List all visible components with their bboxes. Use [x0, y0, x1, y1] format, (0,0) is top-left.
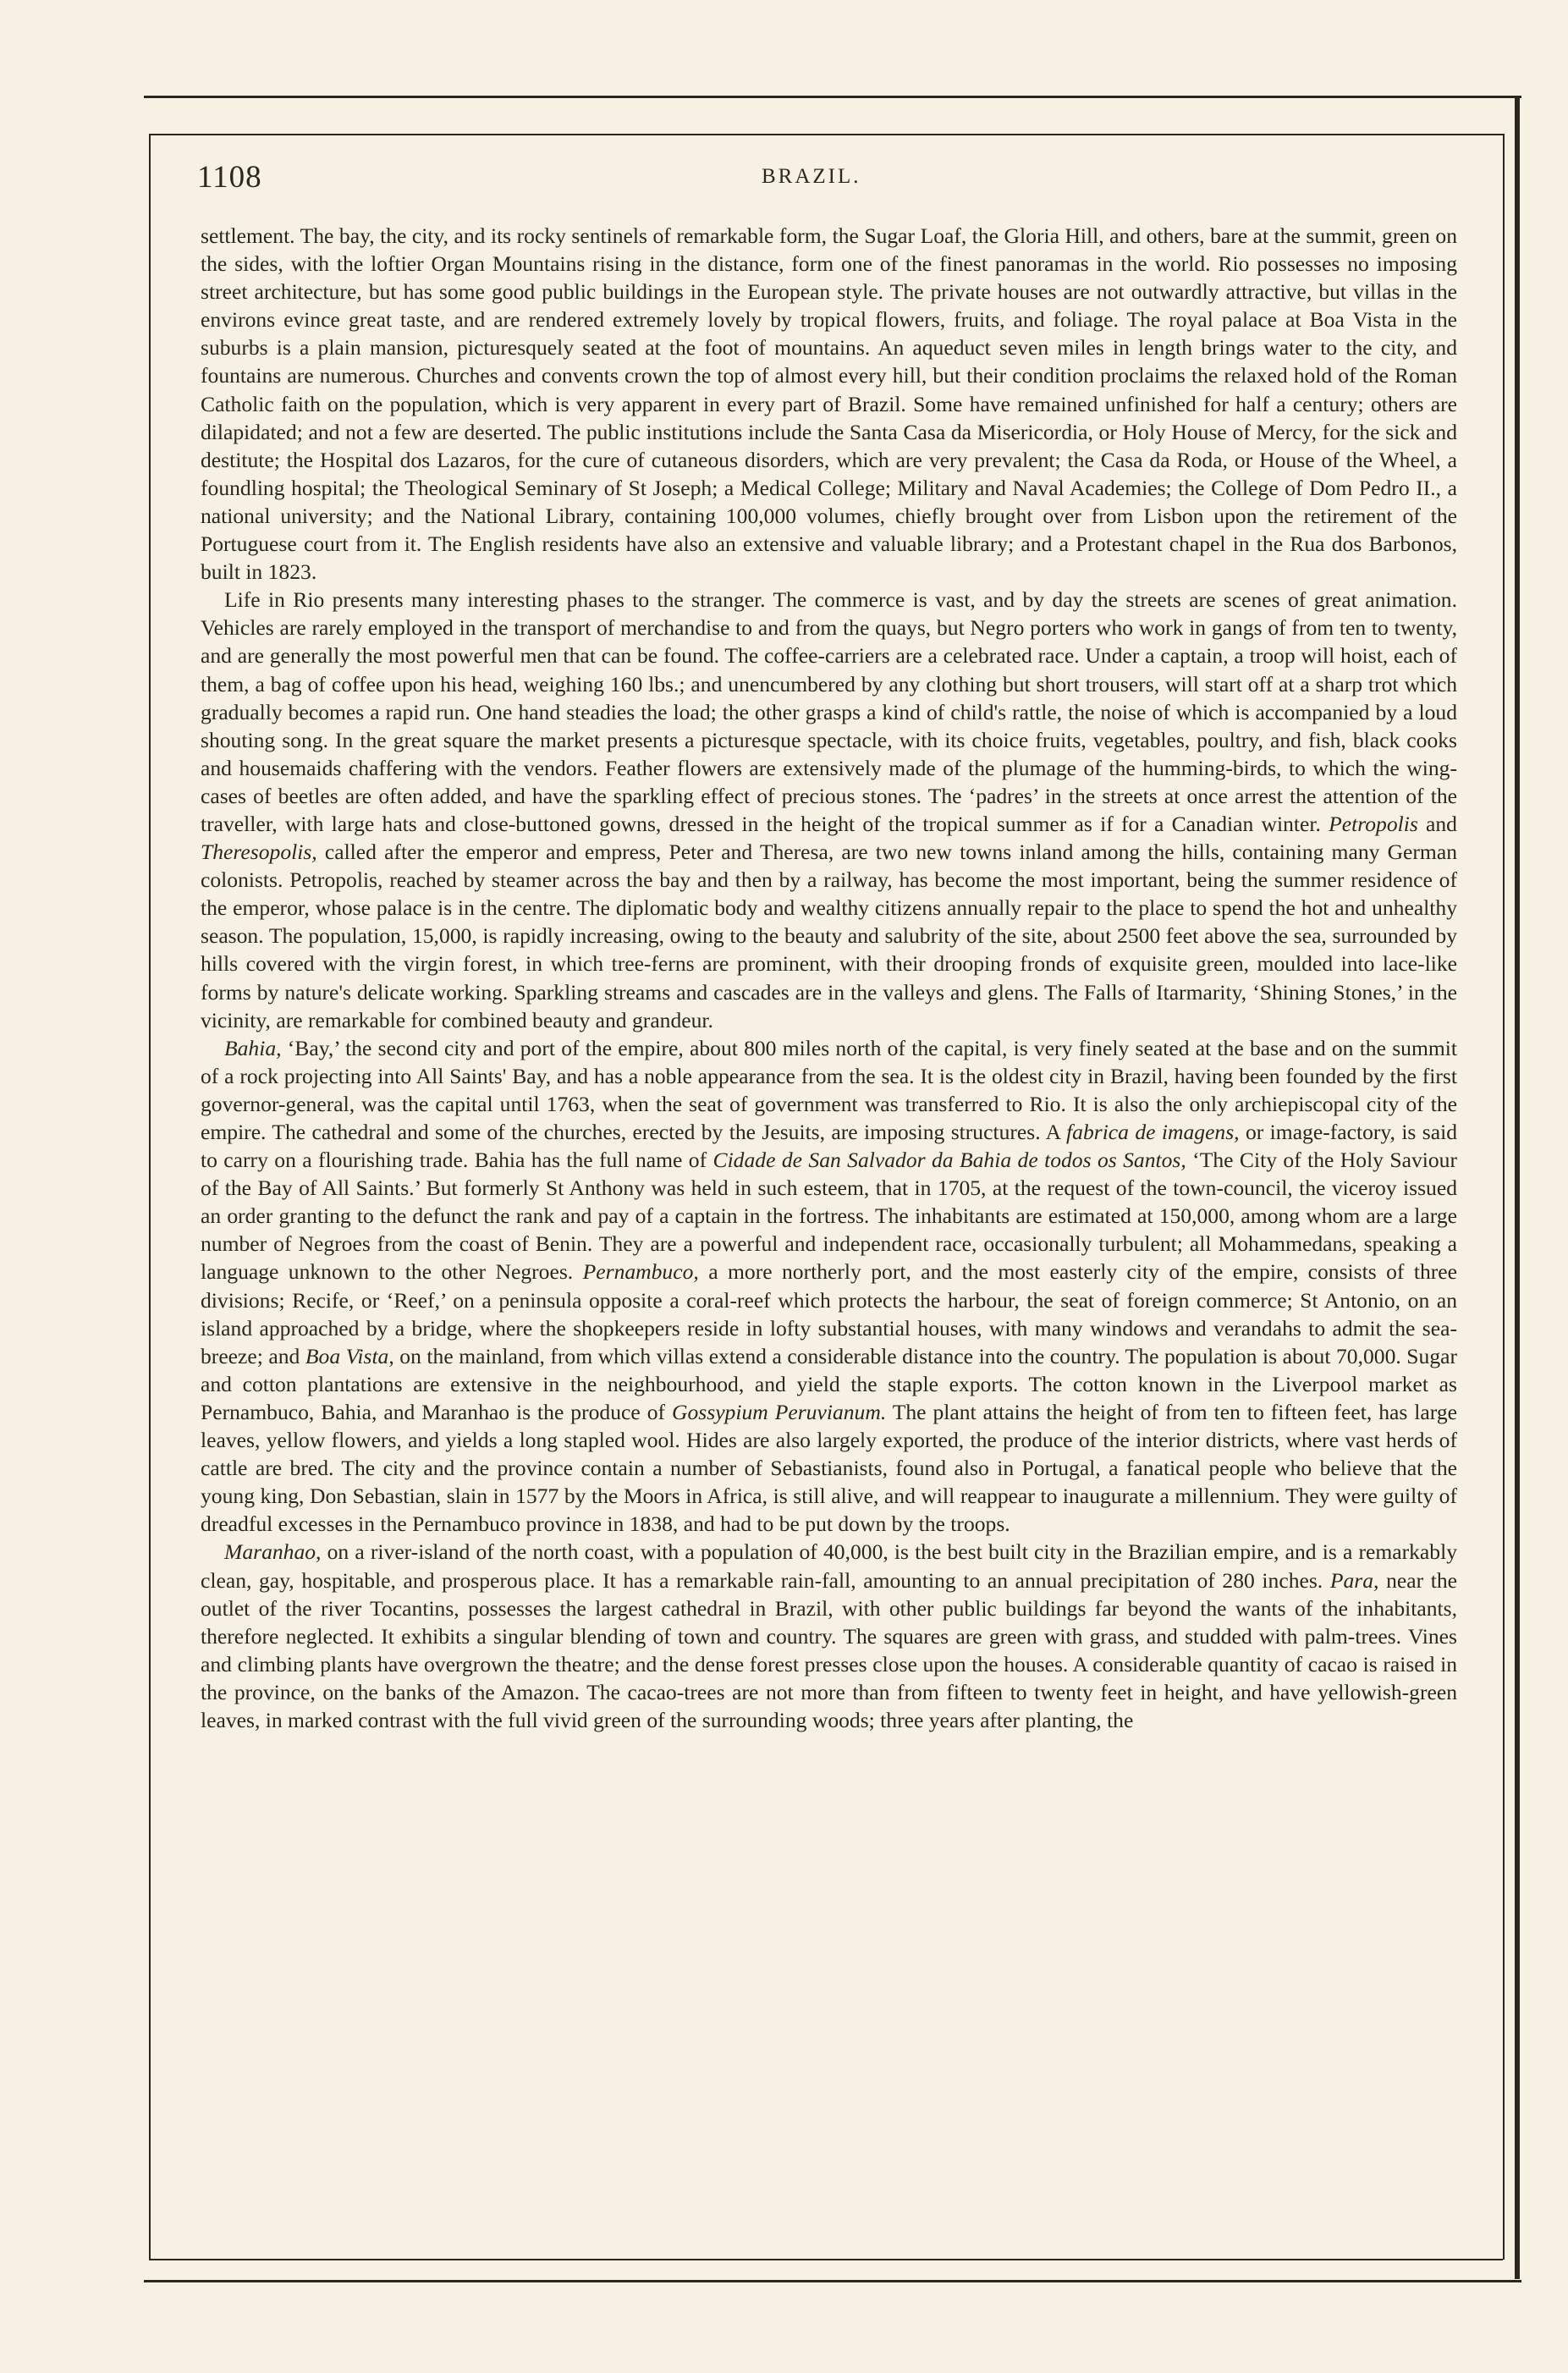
italic-para: Para,: [1329, 1567, 1379, 1593]
paragraph-maranhao: [201, 1538, 1457, 1734]
text-bahia-3: ‘The City of the Holy Saviour of the Bay of All Saints.’ But formerly St Anthony was held in such esteem, that in 1705, at the request of the town-council, the viceroy issued an order granting to the defunct the rank and pay of a captain in the fortress. The inhabitants are estimated at 150,000, among whom are a large number of Negroes from the coast of Benin. They are a powerful and independent race, occasionally turbulent; all Mohammedans, speaking a language unknown to the other Negroes.: [201, 1148, 1457, 1285]
italic-boa-vista: Boa Vista,: [305, 1343, 394, 1368]
page-frame-inner-top-rule: [149, 134, 1503, 135]
article-body: [201, 222, 1457, 1734]
paragraph-life-in-rio: [201, 586, 1457, 1034]
italic-bahia: Bahia,: [224, 1035, 282, 1060]
text-bahia-1: ‘Bay,’ the second city and port of the empire, about 800 miles north of the capital, is very finely seated at the base and on the summit of a rock projecting into All Saints' Bay, and has a noble appearance from the sea. It is the oldest city in Brazil, having been founded by the first governor-general, was the capital until 1763, when the seat of government was transferred to Rio. It is also the only archiepiscopal city of the empire. The cathedral and some of the churches, erected by the Jesuits, are imposing structures. A: [201, 1035, 1457, 1144]
text-pernambuco-1: a more northerly port, and the most easterly city of the empire, consists of three divisions; Recife, or ‘Reef,’ on a peninsula opposite a coral-reef which protects the harbour, the seat of foreign commerce; St Antonio, on an island approached by a bridge, where the shopkeepers reside in lofty substantial houses, with many windows and verandahs to admit the sea-breeze; and: [201, 1259, 1457, 1368]
italic-theresopolis: Theresopolis,: [201, 840, 317, 865]
italic-petropolis: Petropolis: [1329, 811, 1418, 836]
page-frame-right-rule: [1515, 96, 1520, 2279]
page-number: 1108: [197, 160, 262, 195]
paragraph-bahia: [201, 1034, 1457, 1539]
text-pernambuco-3: The plant attains the height of from ten to fifteen feet, has large leaves, yellow flowers, and yields a long stapled wool. Hides are also largely exported, the produce of the interior districts, where vast herds of cattle are bred. The city and the province contain a number of Sebastianists, found also in Portugal, a fanatical people who believe that the young king, Don Sebastian, slain in 1577 by the Moors in Africa, is still alive, and will reappear to inaugurate a millennium. They were guilty of dreadful excesses in the Pernambuco province in 1838, and had to be put down by the troops.: [201, 1399, 1457, 1537]
text-bahia-2: or image-factory, is said to carry on a flourishing trade. Bahia has the full name of: [201, 1120, 1457, 1173]
text-petropolis-description: called after the emperor and empress, Peter and Theresa, are two new towns inland among the hills, containing many German colonists. Petropolis, reached by steamer across the bay and then by a railway, has become the most important, being the summer residence of the emperor, whose palace is in the centre. The diplomatic body and wealthy citizens annually repair to the place to spend the hot and unhealthy season. The population, 15,000, is rapidly increasing, owing to the beauty and salubrity of the site, about 2500 feet above the sea, surrounded by hills covered with the virgin forest, in which tree-ferns are prominent, with their drooping fronds of exquisite green, moulded into lace-like forms by nature's delicate working. Sparkling streams and cascades are in the valleys and glens. The Falls of Itarmarity, ‘Shining Stones,’ in the vicinity, are remarkable for combined beauty and grandeur.: [201, 840, 1457, 1032]
text-life-in-rio: Life in Rio presents many interesting phases to the stranger. The commerce is vast, and by day the streets are scenes of great animation. Vehicles are rarely employed in the transport of merchandise to and from the quays, but Negro porters who work in gangs of from ten to twenty, and are generally the most powerful men that can be found. The coffee-carriers are a celebrated race. Under a captain, a troop will hoist, each of them, a bag of coffee upon his head, weighing 160 lbs.; and unencumbered by any clothing but short trousers, will start off at a sharp trot which gradually becomes a rapid run. One hand steadies the load; the other grasps a kind of child's rattle, the noise of which is accompanied by a loud shouting song. In the great square the market presents a picturesque spectacle, with its choice fruits, vegetables, poultry, and fish, black cooks and housemaids chaffering with the vendors. Feather flowers are extensively made of the plumage of the humming-birds, to which the wing-cases of beetles are often added, and have the sparkling effect of precious stones. The ‘padres’ in the streets at once arrest the attention of the traveller, with large hats and close-buttoned gowns, dressed in the height of the tropical summer as if for a Canadian winter.: [201, 587, 1457, 836]
running-title: BRAZIL.: [762, 165, 861, 188]
text-pernambuco-2: on the mainland, from which villas extend a considerable distance into the country. The population is about 70,000. Sugar and cotton plantations are extensive in the neighbourhood, and yield the staple exports. The cotton known in the Liverpool market as Pernambuco, Bahia, and Maranhao is the produce of: [201, 1343, 1458, 1424]
text-para: near the outlet of the river Tocantins, possesses the largest cathedral in Brazil, with other public buildings far beyond the wants of the inhabitants, therefore neglected. It exhibits a singular blending of town and country. The squares are green with grass, and studded with palm-trees. Vines and climbing plants have overgrown the theatre; and the dense forest presses close upon the houses. A considerable quantity of cacao is raised in the province, on the banks of the Amazon. The cacao-trees are not more than from fifteen to twenty feet in height, and have yellowish-green leaves, in marked contrast with the full vivid green of the surrounding woods; three years after planting, the: [201, 1567, 1457, 1732]
page-frame-left-rule: [149, 134, 151, 2260]
paragraph-rio-description: settlement. The bay, the city, and its rocky sentinels of remarkable form, the Sugar Loaf, the Gloria Hill, and others, bare at the summit, green on the sides, with the loftier Organ Mountains rising in the distance, form one of the finest panoramas in the world. Rio possesses no imposing street architecture, but has some good public buildings in the European style. The private houses are not outwardly attractive, but villas in the environs evince great taste, and are rendered extremely lovely by tropical flowers, fruits, and foliage. The royal palace at Boa Vista in the suburbs is a plain mansion, picturesquely seated at the foot of mountains. An aqueduct seven miles in length brings water to the city, and fountains are numerous. Churches and convents crown the top of almost every hill, but their condition proclaims the relaxed hold of the Roman Catholic faith on the population, which is very apparent in every part of Brazil. Some have remained unfinished for half a century; others are dilapidated; and not a few are deserted. The public institutions include the Santa Casa da Misericordia, or Holy House of Mercy, for the sick and destitute; the Hospital dos Lazaros, for the cure of cutaneous disorders, which are very prevalent; the Casa da Roda, or House of the Wheel, a foundling hospital; the Theological Seminary of St Joseph; a Medical College; Military and Naval Academies; the College of Dom Pedro II., a national university; and the National Library, containing 100,000 volumes, chiefly brought over from Lisbon upon the retirement of the Portuguese court from it. The English residents have also an extensive and valuable library; and a Protestant chapel in the Rua dos Barbonos, built in 1823.: [201, 223, 1457, 585]
italic-gossypium: Gossypium Peruvianum.: [672, 1399, 887, 1424]
italic-fabrica: fabrica de imagens,: [1066, 1120, 1240, 1144]
page-frame-right-thin-rule: [1503, 134, 1505, 2260]
page-frame-inner-bottom-rule: [149, 2259, 1503, 2260]
italic-cidade: Cidade de San Salvador da Bahia de todos os Santos,: [712, 1148, 1186, 1173]
italic-maranhao: Maranhao,: [224, 1539, 322, 1565]
text-maranhao: on a river-island of the north coast, with a population of 40,000, is the best built city in the Brazilian empire, and is a remarkably clean, gay, hospitable, and prosperous place. It has a remarkable rain-fall, amounting to an annual precipitation of 280 inches.: [201, 1539, 1457, 1593]
italic-pernambuco: Pernambuco,: [582, 1259, 699, 1285]
text-and: and: [1417, 811, 1457, 836]
